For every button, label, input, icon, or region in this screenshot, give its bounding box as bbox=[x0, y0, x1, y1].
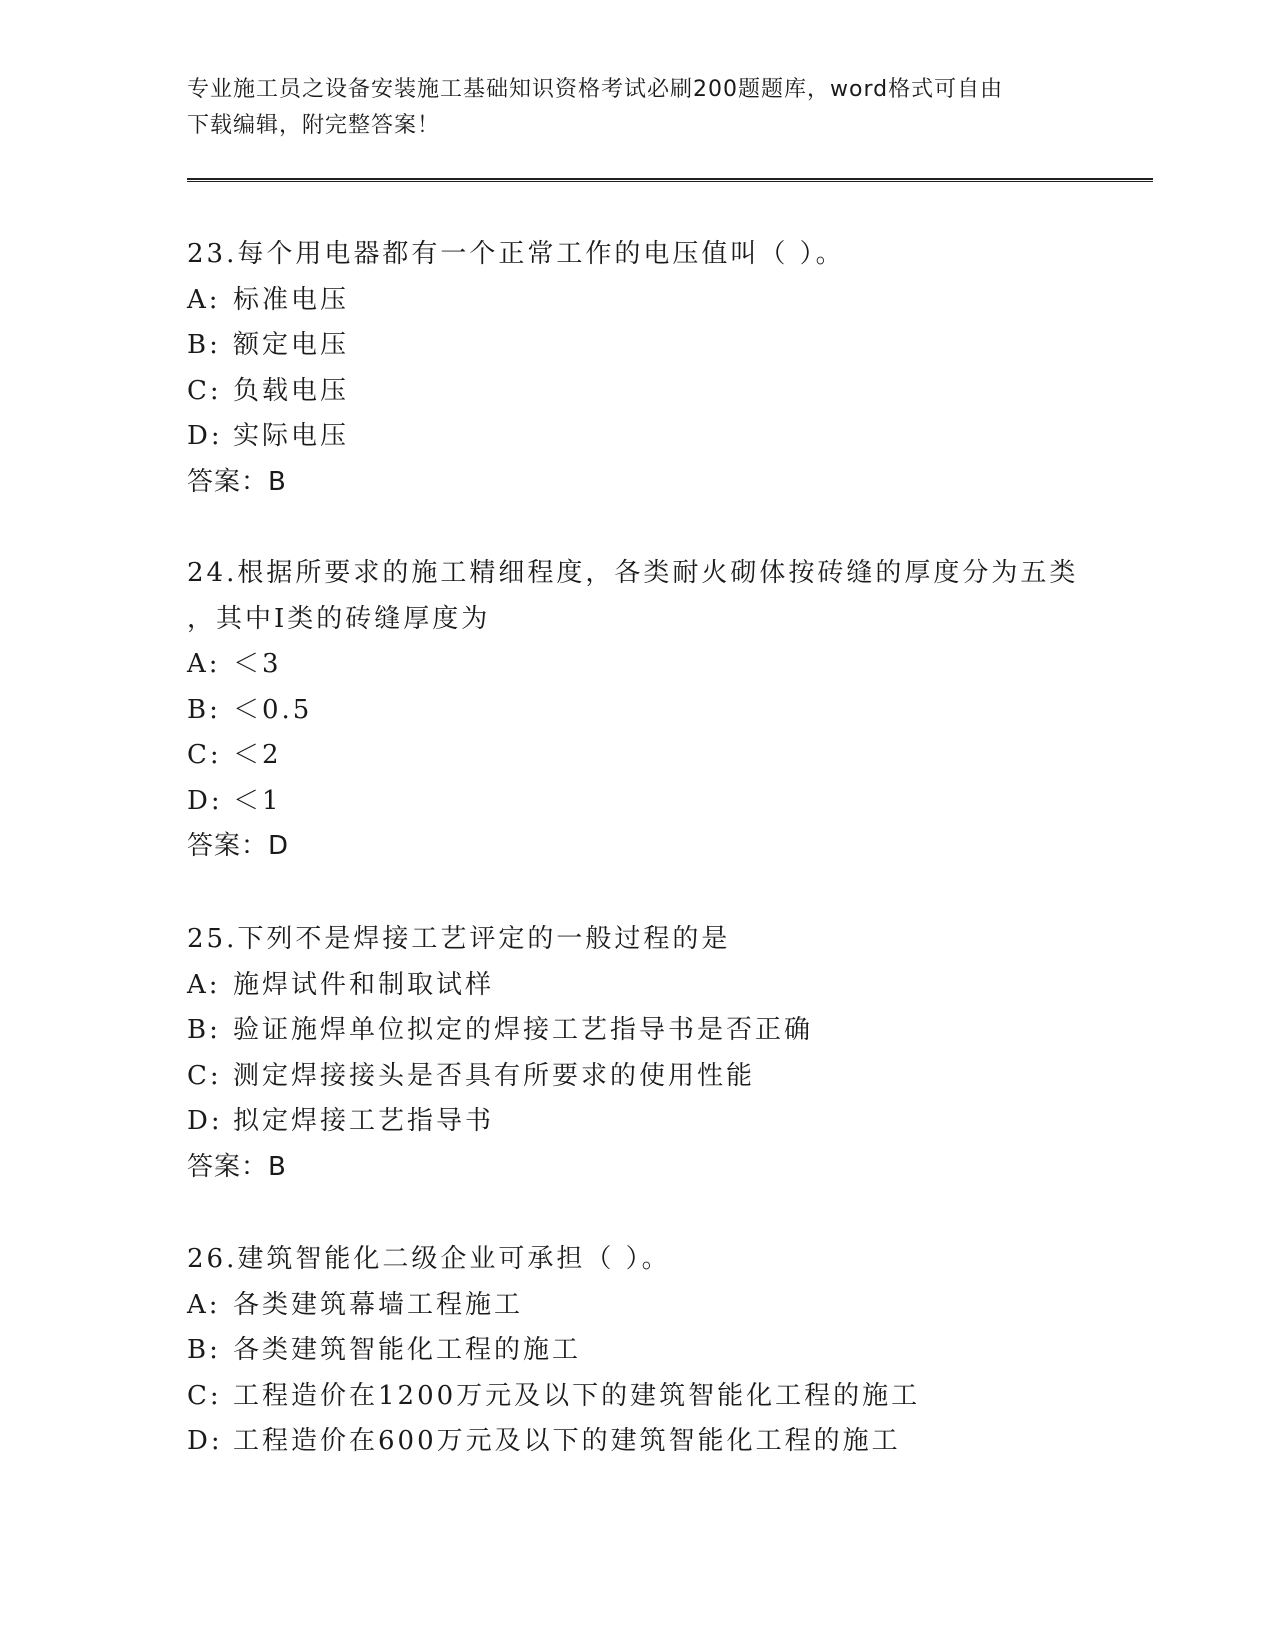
question-25 bbox=[187, 917, 1147, 1190]
option-text: 工程造价在600万元及以下的建筑智能化工程的施工 bbox=[233, 1426, 901, 1456]
option-text: 负载电压 bbox=[233, 375, 350, 406]
answer-line: 答案：B bbox=[187, 1151, 287, 1182]
option-label: D: bbox=[187, 1426, 223, 1456]
option-b bbox=[187, 1328, 1147, 1374]
option-label: C: bbox=[187, 375, 222, 406]
option-text: 工程造价在1200万元及以下的建筑智能化工程的施工 bbox=[233, 1380, 921, 1411]
option-label: A: bbox=[187, 1289, 221, 1320]
option-c bbox=[187, 1374, 1147, 1420]
question-stem: 26.建筑智能化二级企业可承担（ ）。 bbox=[187, 1244, 671, 1274]
question-stem: 25.下列不是焊接工艺评定的一般过程的是 bbox=[187, 924, 731, 954]
option-a bbox=[187, 278, 1147, 324]
option-label: B: bbox=[187, 694, 221, 725]
option-d bbox=[187, 1419, 1147, 1465]
option-text: ＜3 bbox=[233, 649, 282, 679]
option-label: B: bbox=[187, 1335, 221, 1365]
question-23 bbox=[187, 232, 1147, 505]
option-label: A: bbox=[187, 969, 221, 1000]
option-text: 测定焊接接头是否具有所要求的使用性能 bbox=[233, 1060, 756, 1091]
option-text: 验证施焊单位拟定的焊接工艺指导书是否正确 bbox=[233, 1015, 814, 1045]
option-b bbox=[187, 1008, 1147, 1054]
option-d bbox=[187, 779, 1147, 825]
option-label: D: bbox=[187, 421, 223, 451]
option-label: D: bbox=[187, 785, 223, 816]
question-stem-continued: ，其中I类的砖缝厚度为 bbox=[187, 603, 491, 634]
option-text: 各类建筑幕墙工程施工 bbox=[233, 1289, 524, 1320]
option-c bbox=[187, 733, 1147, 779]
option-label: C: bbox=[187, 1380, 222, 1411]
option-d bbox=[187, 414, 1147, 460]
option-text: 施焊试件和制取试样 bbox=[233, 969, 495, 1000]
option-b bbox=[187, 688, 1147, 734]
option-d bbox=[187, 1099, 1147, 1145]
option-a bbox=[187, 1283, 1147, 1329]
question-24 bbox=[187, 551, 1147, 870]
option-label: A: bbox=[187, 284, 221, 315]
option-text: 实际电压 bbox=[233, 421, 350, 451]
header-divider bbox=[187, 178, 1153, 182]
answer-line: 答案：D bbox=[187, 831, 290, 861]
header-line-2: 下载编辑，附完整答案！ bbox=[187, 113, 441, 138]
option-a bbox=[187, 642, 1147, 688]
option-label: C: bbox=[187, 740, 222, 770]
option-label: B: bbox=[187, 1015, 221, 1045]
option-text: 额定电压 bbox=[233, 330, 350, 360]
question-stem: 24.根据所要求的施工精细程度，各类耐火砌体按砖缝的厚度分为五类 bbox=[187, 558, 1079, 588]
document-header bbox=[187, 72, 1087, 144]
option-a bbox=[187, 963, 1147, 1009]
option-c bbox=[187, 1054, 1147, 1100]
option-text: 各类建筑智能化工程的施工 bbox=[233, 1335, 582, 1365]
question-26 bbox=[187, 1237, 1147, 1465]
option-label: D: bbox=[187, 1106, 223, 1136]
option-text: 标准电压 bbox=[233, 284, 350, 315]
header-line-1: 专业施工员之设备安装施工基础知识资格考试必刷200题题库，word格式可自由 bbox=[187, 77, 1004, 102]
option-c bbox=[187, 369, 1147, 415]
answer-line: 答案：B bbox=[187, 466, 287, 497]
option-b bbox=[187, 323, 1147, 369]
option-label: A: bbox=[187, 649, 221, 679]
option-label: C: bbox=[187, 1060, 222, 1091]
question-stem: 23.每个用电器都有一个正常工作的电压值叫（ ）。 bbox=[187, 239, 845, 269]
option-text: ＜2 bbox=[233, 740, 282, 770]
option-text: ＜0.5 bbox=[233, 694, 313, 725]
option-label: B: bbox=[187, 330, 221, 360]
option-text: 拟定焊接工艺指导书 bbox=[233, 1106, 495, 1136]
option-text: ＜1 bbox=[233, 785, 282, 816]
